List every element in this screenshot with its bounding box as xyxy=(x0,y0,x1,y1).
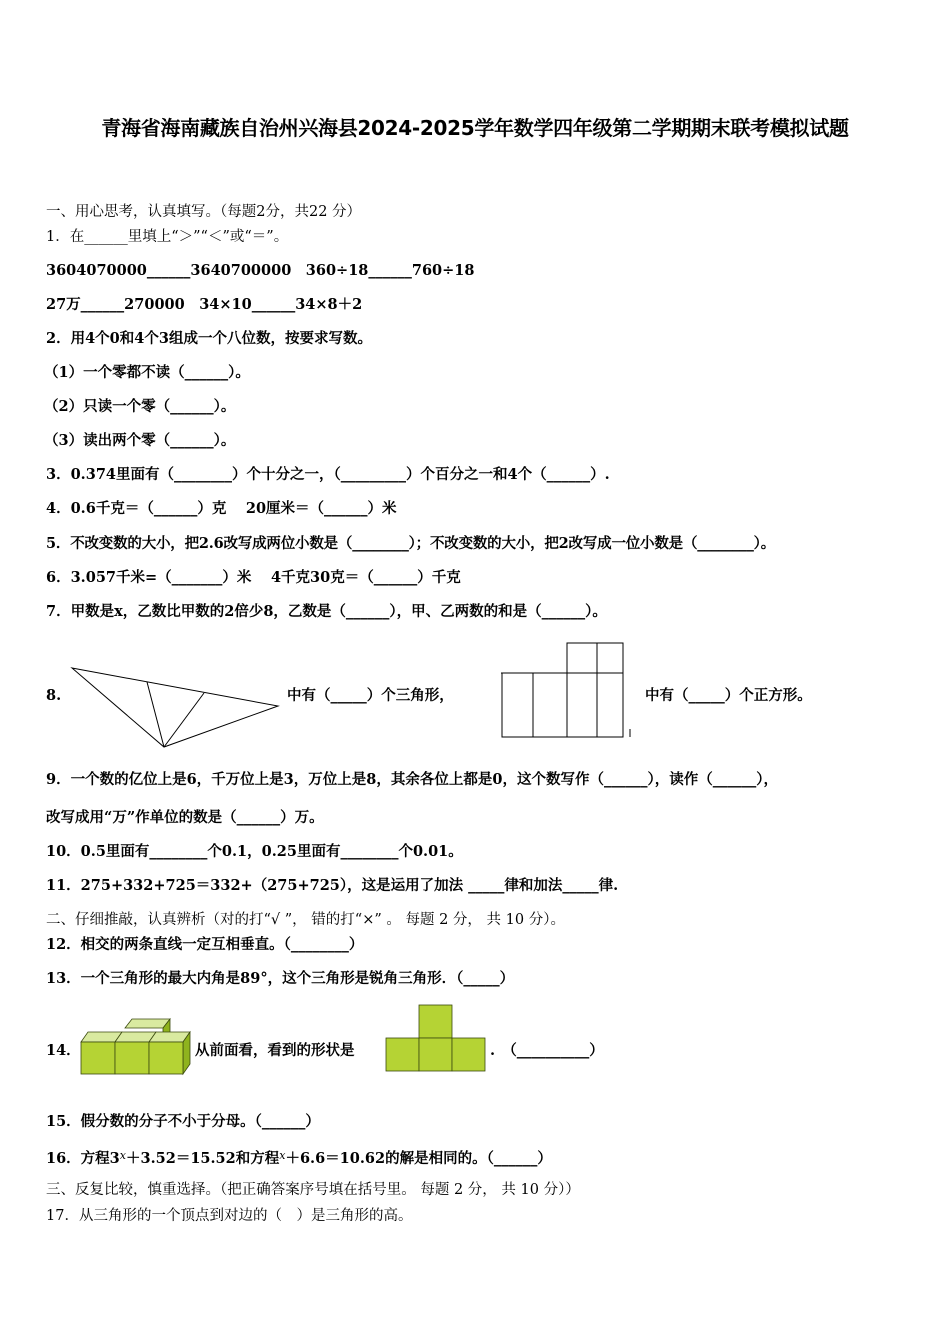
question-9-line-1: 9．一个数的亿位上是6，千万位上是3，万位上是8，其余各位上都是0，这个数写作（______），读作（______）， xyxy=(46,771,778,788)
question-10: 10．0.5里面有________个0.1，0.25里面有________个0.01。 xyxy=(46,843,463,860)
section-3-heading: 三、反复比较，慎重选择。（把正确答案序号填在括号里。 每题 2 分， 共 10 分）） xyxy=(46,1182,580,1198)
question-2-part-3: （3）读出两个零（______）。 xyxy=(44,432,236,449)
section-1-heading: 一、用心思考，认真填写。（每题2分，共22 分） xyxy=(46,204,362,220)
question-14-number: 14． xyxy=(46,1042,81,1059)
question-11: 11．275+332+725＝332+（275+725），这是运用了加法 _____律和加法_____律. xyxy=(46,877,619,894)
front-view-bottom-2 xyxy=(419,1038,452,1071)
question-15: 15．假分数的分子不小于分母。（______） xyxy=(46,1113,320,1130)
question-5: 5．不改变数的大小，把2.6改写成两位小数是（________）；不改变数的大小，把2改写成一位小数是（________）。 xyxy=(46,535,776,552)
variable-x-2: x xyxy=(279,1149,286,1162)
question-16-end: ＋6.6＝10.62的解是相同的。（______） xyxy=(285,1150,552,1167)
question-4: 4．0.6千克＝（______）克 20厘米＝（______）米 xyxy=(46,500,397,517)
inner-segment-1 xyxy=(147,682,164,747)
variable-x-1: x xyxy=(119,1149,126,1162)
question-1: 1．在______里填上“＞”“＜”或“＝”。 xyxy=(46,229,289,245)
inner-segment-2 xyxy=(164,693,204,747)
page-title: 青海省海南藏族自治州兴海县2024-2025学年数学四年级第二学期期末联考模拟试题 xyxy=(101,116,849,140)
question-2-part-1: （1）一个零都不读（______）。 xyxy=(44,364,250,381)
question-16-start: 16．方程3 xyxy=(46,1150,120,1167)
question-16-middle: ＋3.52＝15.52和方程 xyxy=(126,1150,280,1167)
top-cube-top-face xyxy=(125,1019,170,1028)
row-front-face-3 xyxy=(149,1042,183,1074)
front-view-bottom-1 xyxy=(386,1038,419,1071)
question-14-answer: . （__________） xyxy=(490,1042,604,1059)
question-1-row-a: 3604070000______3640700000 360÷18______760÷18 xyxy=(46,262,475,279)
squares-figure xyxy=(500,641,632,739)
row-front-face-1 xyxy=(81,1042,115,1074)
question-7: 7．甲数是x，乙数比甲数的2倍少8，乙数是（______），甲、乙两数的和是（______）。 xyxy=(46,603,607,620)
base-rect xyxy=(502,673,623,737)
section-2-heading: 二、仔细推敲，认真辨析（对的打“√ ”， 错的打“×” 。 每题 2 分， 共 10 分）。 xyxy=(46,912,565,928)
cube-stack-figure xyxy=(79,1016,193,1076)
row-front-face-2 xyxy=(115,1042,149,1074)
question-12: 12．相交的两条直线一定互相垂直。（________） xyxy=(46,936,364,953)
question-14-text: 从前面看，看到的形状是 xyxy=(195,1042,355,1059)
question-16 xyxy=(46,1146,552,1169)
square-top-1 xyxy=(567,643,597,673)
question-2-part-2: （2）只读一个零（______）。 xyxy=(44,398,236,415)
front-view-bottom-3 xyxy=(452,1038,485,1071)
front-view-figure xyxy=(385,1004,487,1072)
question-3: 3．0.374里面有（________）个十分之一，（_________）个百分之一和4个（______）. xyxy=(46,466,610,483)
question-8-text-2: 中有（_____）个正方形。 xyxy=(645,687,812,704)
outer-triangle xyxy=(72,668,278,747)
question-2: 2．用4个0和4个3组成一个八位数，按要求写数。 xyxy=(46,330,372,347)
question-8-text-1: 中有（_____）个三角形， xyxy=(287,687,454,704)
question-8-number: 8. xyxy=(46,687,62,704)
triangle-figure xyxy=(70,665,282,751)
question-17: 17．从三角形的一个顶点到对边的（ ）是三角形的高。 xyxy=(46,1208,413,1224)
question-13: 13．一个三角形的最大内角是89°，这个三角形是锐角三角形．（_____） xyxy=(46,970,515,987)
front-view-top-square xyxy=(419,1005,452,1038)
question-6: 6．3.057千米=（_______）米 4千克30克＝（______）千克 xyxy=(46,569,461,586)
question-9-line-2: 改写成用“万”作单位的数是（______）万。 xyxy=(46,809,324,826)
square-top-2 xyxy=(597,643,623,673)
question-1-row-b: 27万______270000 34×10______34×8＋2 xyxy=(46,296,363,313)
